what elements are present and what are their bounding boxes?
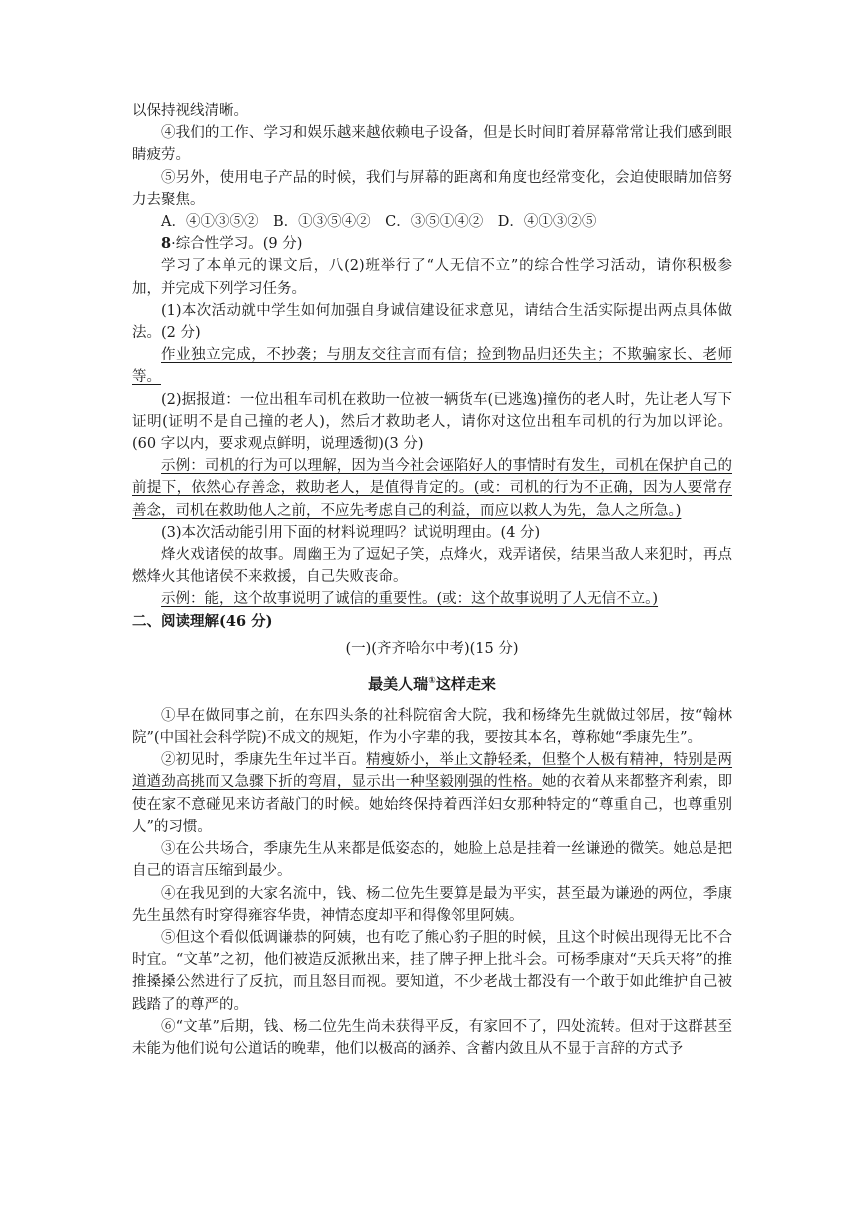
option-sentence-5: ⑤另外，使用电子产品的时候，我们与屏幕的距离和角度也经常变化，会迫使眼睛加倍努力去聚焦。 [132,169,732,208]
article-title-tail: 这样走来 [435,674,496,693]
answer-2-text: 示例：司机的行为可以理解，因为当今社会诬陷好人的事情时有发生，司机在保护自己的前提下，依然心存善念，救助老人，是值得肯定的。(或：司机的行为不正确，因为人要常存善念，司机在救助他人之前，不应先考虑自己的利益，而应以救人为先，急人之所急。) [132,458,732,519]
article-title [132,671,732,697]
article-paragraph-2 [132,749,732,838]
article-paragraph-5: ⑤但这个看似低调谦恭的阿姨，也有吃了熊心豹子胆的时候，且这个时候出现得无比不合时宜。“文革”之初，他们被造反派揪出来，挂了牌子押上批斗会。可杨季康对“天兵天将”的推推搡搡公然进行了反抗，而且怒目而视。要知道，不少老战士都没有一个敢于如此维护自己被践踏了的尊严的。 [132,929,732,1013]
article-paragraph-6: ⑥“文革”后期，钱、杨二位先生尚未获得平反，有家回不了，四处流转。但对于这群甚至未能为他们说句公道话的晚辈，他们以极高的涵养、含蓄内敛且从不显于言辞的方式予 [132,1018,732,1057]
sub-question-3: (3)本次活动能引用下面的材料说理吗？试说明理由。(4 分) [161,524,541,541]
question-title: ·综合性学习。(9 分) [171,236,303,253]
article-paragraph-3: ③在公共场合，季康先生从来都是低姿态的，她脸上总是挂着一丝谦逊的微笑。她总是把自己的语言压缩到最少。 [132,841,732,880]
reading-part-heading: (一)(齐齐哈尔中考)(15 分) [345,640,519,657]
text-line: 以保持视线清晰。 [132,103,248,119]
article-paragraph-4: ④在我见到的大家名流中，钱、杨二位先生要算是最为平实，甚至最为谦逊的两位，季康先生虽然有时穿得雍容华贵，神情态度却平和得像邻里阿姨。 [132,885,732,924]
section-heading: 二、阅读理解(46 分) [132,612,273,630]
answer-choices: A．④①③⑤② B．①③⑤④② C．③⑤①④② D．④①③②⑤ [161,214,597,231]
material-story: 烽火戏诸侯的故事。周幽王为了逗妃子笑，点烽火，戏弄诸侯，结果当敌人来犯时，再点燃烽火其他诸侯不来救援，自己失败丧命。 [132,547,732,586]
question-number: 8 [161,235,172,253]
paragraph-2-underlined: 精瘦娇小，举止文静轻柔，但整个人极有精神，特别是两道遒劲高挑而又急骤下折的弯眉，显示出一种坚毅刚强的性格。 [132,752,733,791]
paragraph-2-start: ②初见时，季康先生年过半百。 [161,752,367,769]
question-8-heading [132,233,732,255]
answer-2 [132,455,732,522]
article-title-main: 最美人瑞 [368,674,429,693]
answer-3-text: 示例：能，这个故事说明了诚信的重要性。(或：这个故事说明了人无信不立。) [161,591,659,608]
paragraph-2-end: 她的衣着从来都整齐利索，即使在家不意碰见来访者敲门的时候。她始终保持着西洋妇女那种特定的“尊重自己，也尊重别人”的习惯。 [132,774,733,835]
answer-3 [132,588,732,610]
activity-intro: 学习了本单元的课文后，八(2)班举行了“人无信不立”的综合性学习活动，请你积极参加，并完成下列学习任务。 [132,258,732,297]
option-sentence-4: ④我们的工作、学习和娱乐越来越依赖电子设备，但是长时间盯着屏幕常常让我们感到眼睛疲劳。 [132,125,732,164]
answer-1-text: 作业独立完成，不抄袭；与朋友交往言而有信；捡到物品归还失主；不欺骗家长、老师等。 [132,347,732,386]
article-paragraph-1: ①早在做同事之前，在东四头条的社科院宿舍大院，我和杨绛先生就做过邻居，按“翰林院”(中国社会科学院)不成文的规矩，作为小字辈的我，要按其本名，尊称她“季康先生”。 [132,707,732,747]
sub-question-2: (2)据报道：一位出租车司机在救助一位被一辆货车(已逃逸)撞伤的老人时，先让老人写下证明(证明不是自己撞的老人)，然后才救助老人，请你对这位出租车司机的行为加以评论。(60 字以内，要求观点鲜明，说理透彻)(3 分) [132,391,732,453]
answer-1 [132,344,732,388]
footnote-marker: ① [428,675,436,686]
sub-question-1: (1)本次活动就中学生如何加强自身诚信建设征求意见，请结合生活实际提出两点具体做法。(2 分) [132,302,732,342]
